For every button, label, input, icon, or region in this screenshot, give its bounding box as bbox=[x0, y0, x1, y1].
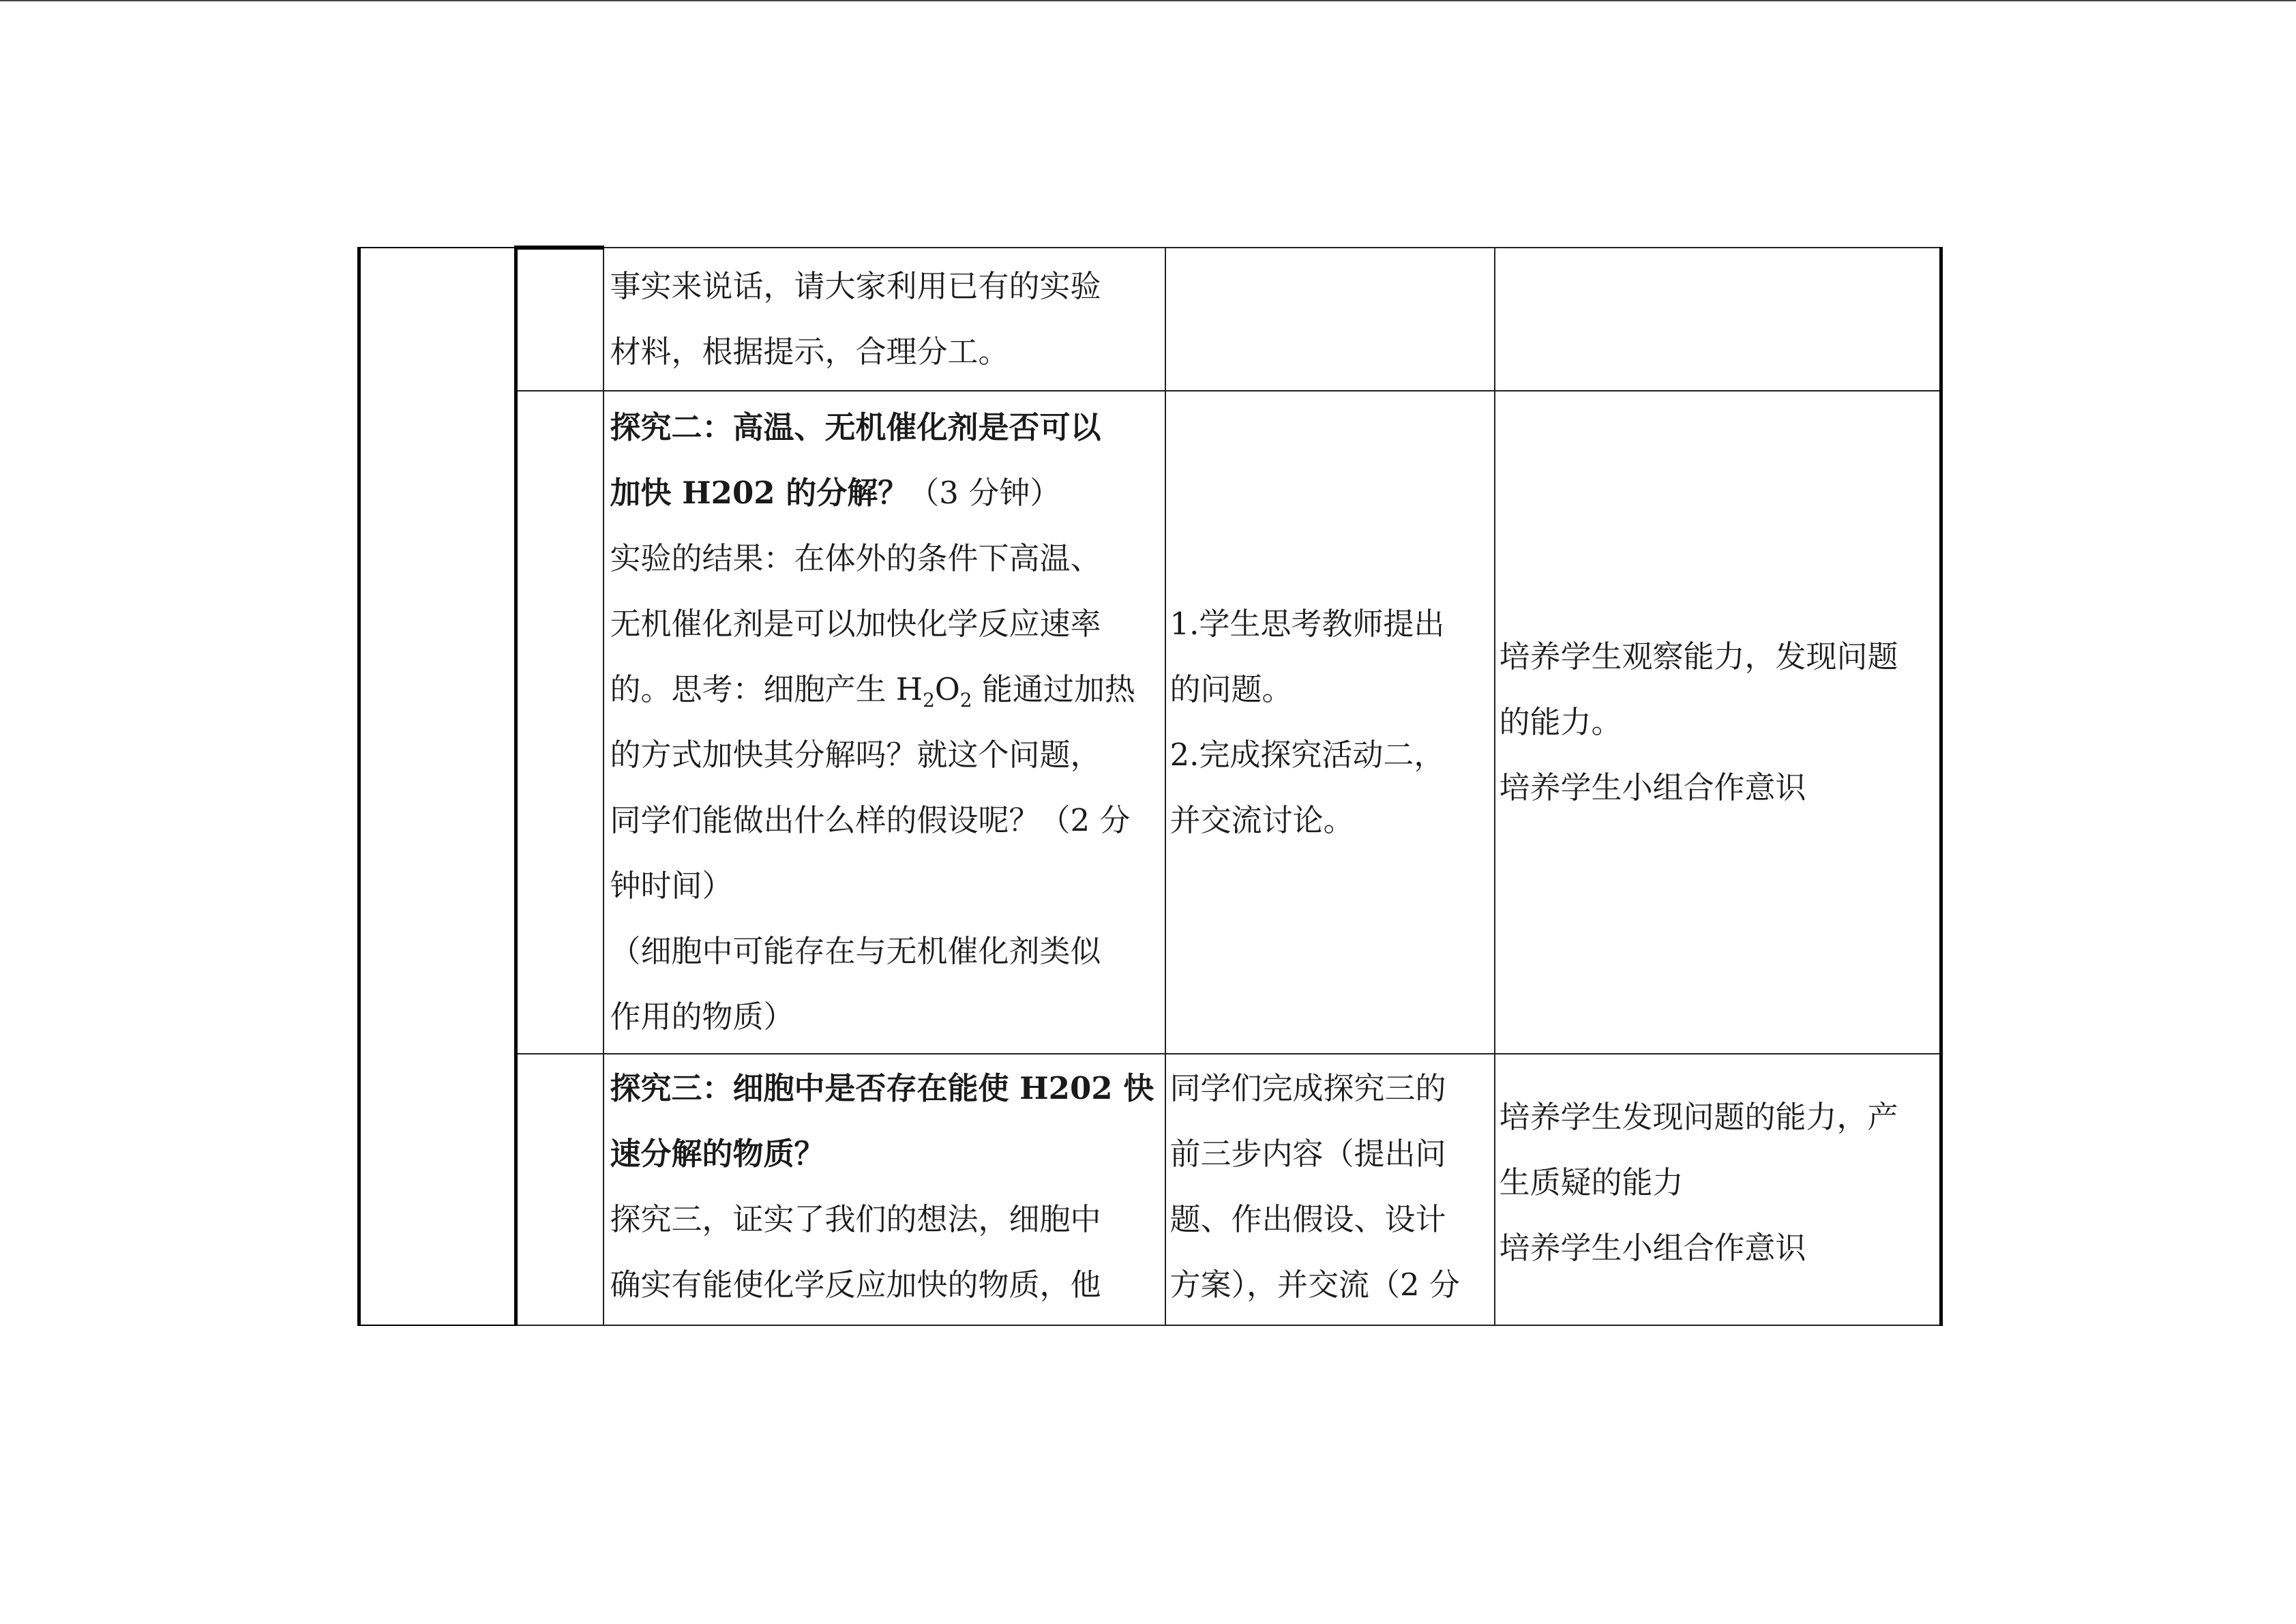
activity-line: 题、作出假设、设计 bbox=[1169, 1201, 1446, 1237]
table-row bbox=[359, 391, 1941, 1054]
intent-line: 培养学生小组合作意识 bbox=[1499, 1230, 1806, 1266]
inquiry-title-line: 探究二：高温、无机催化剂是否可以 bbox=[610, 409, 1101, 445]
intent-line: 生质疑的能力 bbox=[1499, 1164, 1684, 1200]
student-activity-cell bbox=[1165, 391, 1495, 1054]
formula-text: O bbox=[934, 671, 960, 707]
design-intent-cell bbox=[1495, 391, 1941, 1054]
design-intent-cell bbox=[1495, 248, 1941, 391]
student-activity-cell bbox=[1165, 1054, 1495, 1325]
inquiry-title-line: 速分解的物质？ bbox=[610, 1136, 825, 1172]
formula-line bbox=[610, 657, 1158, 722]
intent-line: 的能力。 bbox=[1499, 704, 1622, 740]
content-line: 作用的物质） bbox=[610, 999, 794, 1035]
intent-line: 培养学生发现问题的能力，产 bbox=[1499, 1099, 1898, 1135]
formula-text: 的。思考：细胞产生 H bbox=[610, 671, 923, 707]
inquiry-title-text: 加快 H202 的分解？ bbox=[610, 475, 909, 511]
table-row bbox=[359, 248, 1941, 391]
inquiry-title-line: 探究三：细胞中是否存在能使 H202 快 bbox=[610, 1070, 1154, 1106]
content-line: 确实有能使化学反应加快的物质，他 bbox=[610, 1267, 1101, 1303]
activity-line: 并交流讨论。 bbox=[1169, 802, 1354, 838]
page-top-rule bbox=[0, 0, 2296, 1]
content-line: 无机催化剂是可以加快化学反应速率 bbox=[610, 606, 1101, 642]
teaching-content-cell bbox=[603, 391, 1165, 1054]
formula-subscript: 2 bbox=[923, 689, 935, 711]
inquiry-duration: （3 分钟） bbox=[908, 475, 1061, 511]
content-line: 的方式加快其分解吗？就这个问题， bbox=[610, 737, 1101, 773]
content-line: 事实来说话，请大家利用已有的实验 bbox=[610, 268, 1101, 304]
intent-line: 培养学生小组合作意识 bbox=[1499, 769, 1806, 806]
design-intent-cell bbox=[1495, 1054, 1941, 1325]
content-line: 材料，根据提示，合理分工。 bbox=[610, 334, 1009, 370]
content-line: 同学们能做出什么样的假设呢？（2 分 bbox=[610, 802, 1131, 838]
table-row bbox=[359, 1054, 1941, 1325]
inquiry-title-line bbox=[610, 460, 1158, 526]
teaching-content-cell bbox=[603, 1054, 1165, 1325]
activity-line: 前三步内容（提出问 bbox=[1169, 1136, 1446, 1172]
stage-cell bbox=[359, 248, 516, 1325]
content-line: 探究三，证实了我们的想法，细胞中 bbox=[610, 1201, 1101, 1237]
activity-line: 的问题。 bbox=[1169, 671, 1293, 707]
content-line: 实验的结果：在体外的条件下高温、 bbox=[610, 540, 1101, 576]
student-activity-cell bbox=[1165, 248, 1495, 391]
formula-subscript: 2 bbox=[959, 689, 972, 711]
step-cell bbox=[516, 1054, 603, 1325]
activity-line: 1.学生思考教师提出 bbox=[1169, 606, 1445, 642]
activity-line: 2.完成探究活动二， bbox=[1169, 737, 1445, 773]
activity-line: 方案），并交流（2 分 bbox=[1169, 1267, 1460, 1303]
activity-line: 同学们完成探究三的 bbox=[1169, 1070, 1446, 1106]
content-line: 钟时间） bbox=[610, 868, 733, 904]
teaching-content-cell bbox=[603, 248, 1165, 391]
formula-text: 能通过加热 bbox=[972, 671, 1135, 707]
content-line: （细胞中可能存在与无机催化剂类似 bbox=[610, 933, 1101, 969]
intent-line: 培养学生观察能力，发现问题 bbox=[1499, 638, 1898, 675]
step-cell bbox=[516, 391, 603, 1054]
lesson-plan-table bbox=[357, 246, 1943, 1326]
step-cell bbox=[516, 248, 603, 391]
